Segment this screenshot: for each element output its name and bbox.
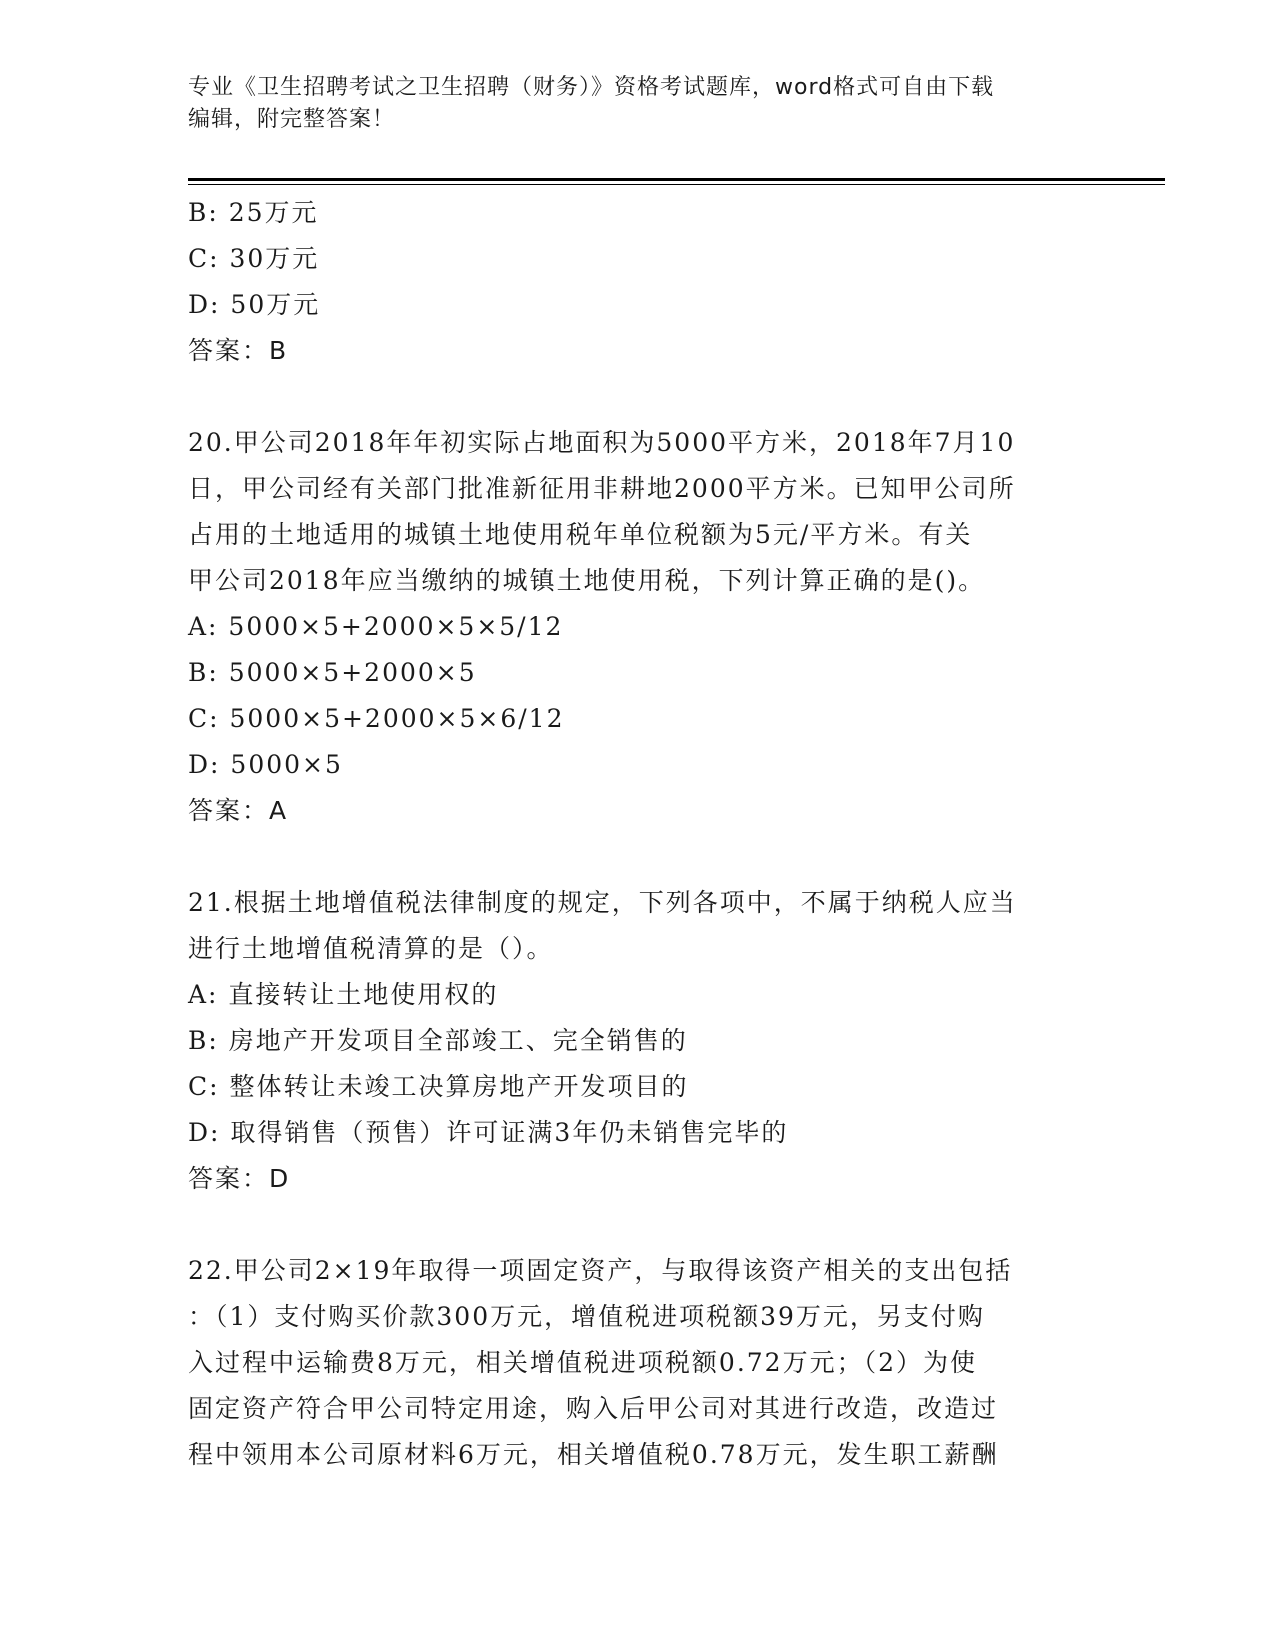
prev-question-block <box>188 190 1088 374</box>
question-text-line: 甲公司2018年应当缴纳的城镇土地使用税，下列计算正确的是()。 <box>188 566 986 595</box>
answer-line: 答案：D <box>188 1164 291 1193</box>
option-a: A: 5000×5+2000×5×5/12 <box>188 612 564 641</box>
option-d: D: 50万元 <box>188 290 321 319</box>
answer-line: 答案：B <box>188 336 289 365</box>
question-text-line: 程中领用本公司原材料6万元，相关增值税0.78万元，发生职工薪酬 <box>188 1440 999 1469</box>
header-line-2: 编辑，附完整答案！ <box>188 107 396 132</box>
option-d: D: 5000×5 <box>188 750 343 779</box>
question-text-line: ：（1）支付购买价款300万元，增值税进项税额39万元，另支付购 <box>188 1302 985 1331</box>
question-text-line: 固定资产符合甲公司特定用途，购入后甲公司对其进行改造，改造过 <box>188 1394 999 1423</box>
document-header <box>188 72 1088 136</box>
question-text-line: 日，甲公司经有关部门批准新征用非耕地2000平方米。已知甲公司所 <box>188 474 1016 503</box>
question-21-block <box>188 880 1088 1202</box>
question-text-line: 进行土地增值税清算的是（）。 <box>188 934 554 963</box>
header-rule-thick <box>188 178 1165 181</box>
question-22-block <box>188 1248 1088 1478</box>
option-a: A: 直接转让土地使用权的 <box>188 980 499 1009</box>
question-text-line: 占用的土地适用的城镇土地使用税年单位税额为5元/平方米。有关 <box>188 520 973 549</box>
option-b: B: 25万元 <box>188 198 319 227</box>
question-text-line: 21.根据土地增值税法律制度的规定，下列各项中，不属于纳税人应当 <box>188 888 1017 917</box>
document-body <box>188 190 1088 1478</box>
header-line-1: 专业《卫生招聘考试之卫生招聘（财务）》资格考试题库，word格式可自由下载 <box>188 75 995 100</box>
question-20-block <box>188 420 1088 834</box>
option-c: C: 5000×5+2000×5×6/12 <box>188 704 565 733</box>
option-d: D: 取得销售（预售）许可证满3年仍未销售完毕的 <box>188 1118 789 1147</box>
option-c: C: 30万元 <box>188 244 320 273</box>
question-text-line: 22.甲公司2×19年取得一项固定资产，与取得该资产相关的支出包括 <box>188 1256 1013 1285</box>
option-b: B: 房地产开发项目全部竣工、完全销售的 <box>188 1026 688 1055</box>
question-text-line: 入过程中运输费8万元，相关增值税进项税额0.72万元；（2）为使 <box>188 1348 977 1377</box>
header-rule-thin <box>188 184 1165 185</box>
option-b: B: 5000×5+2000×5 <box>188 658 477 687</box>
option-c: C: 整体转让未竣工决算房地产开发项目的 <box>188 1072 689 1101</box>
answer-line: 答案：A <box>188 796 289 825</box>
question-text-line: 20.甲公司2018年年初实际占地面积为5000平方米，2018年7月10 <box>188 428 1016 457</box>
